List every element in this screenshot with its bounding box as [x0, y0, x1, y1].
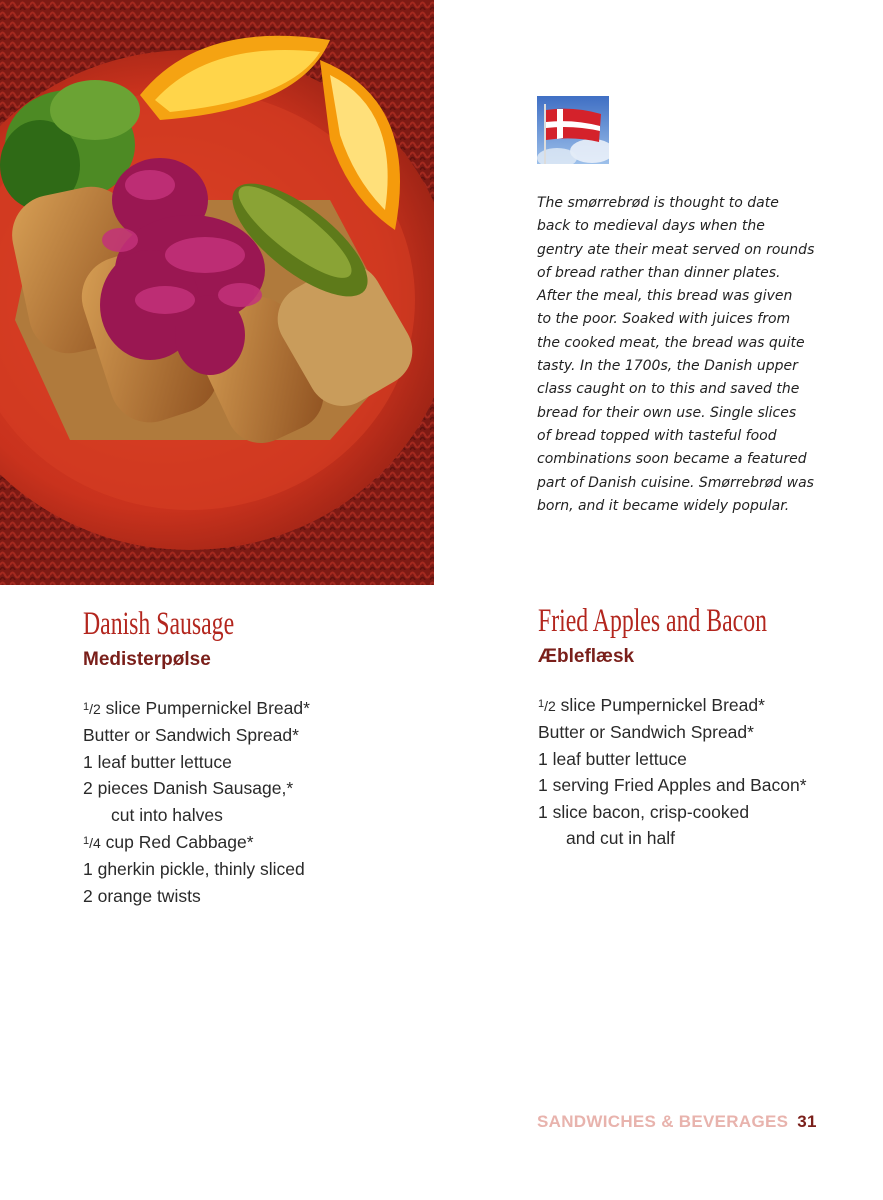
recipe-fried-apples-bacon [538, 601, 858, 851]
intro-line: of bread topped with tasteful food [537, 427, 777, 444]
fraction: $^1$/2 [538, 698, 556, 714]
fraction: $^1$/4 [83, 835, 101, 852]
ingredient-text: slice Pumpernickel Bread* [100, 698, 310, 718]
intro-line: tasty. In the 1700s, the Danish upper [537, 358, 798, 375]
intro-line: After the meal, this bread was given [537, 288, 793, 305]
ingredient-continuation: cut into halves [111, 804, 223, 825]
danish-flag-icon [537, 96, 609, 164]
intro-line: bread for their own use. Single slices [537, 404, 797, 421]
fraction-numerator: 1 [83, 835, 90, 848]
ingredient-item: 1 leaf butter lettuce [538, 748, 687, 769]
ingredient-item: 2 pieces Danish Sausage,* [83, 778, 294, 799]
intro-line: The smørrebrød is thought to date [537, 195, 779, 211]
ingredient-item: 2 orange twists [83, 885, 201, 906]
ingredient-text: slice Pumpernickel Bread* [555, 695, 765, 715]
section-name: SANDWICHES & BEVERAGES [537, 1112, 789, 1131]
page-number: 31 [797, 1112, 817, 1131]
recipe-danish-sausage [83, 604, 413, 909]
intro-line: combinations soon became a featured [537, 451, 807, 468]
ingredient-item: Butter or Sandwich Spread* [538, 722, 754, 743]
recipe-title: Danish Sausage [83, 606, 235, 642]
ingredient-item [538, 691, 858, 719]
ingredient-list [83, 694, 413, 909]
ingredient-item: Butter or Sandwich Spread* [83, 725, 299, 746]
intro-line: gentry ate their meat served on rounds [537, 241, 815, 258]
ingredient-continuation: and cut in half [566, 828, 675, 849]
ingredient-item: 1 serving Fried Apples and Bacon* [538, 775, 807, 796]
ingredient-item: 1 slice bacon, crisp-cooked [538, 801, 750, 822]
ingredient-list [538, 691, 858, 851]
recipe-title: Fried Apples and Bacon [538, 603, 767, 639]
intro-paragraph [537, 192, 829, 518]
fraction-denominator: 2 [93, 701, 101, 717]
food-photo [0, 0, 434, 585]
fraction: $^1$/2 [83, 701, 101, 717]
fraction-numerator: 1 [83, 701, 90, 713]
intro-line: part of Danish cuisine. Smørrebrød was [537, 474, 814, 491]
recipe-subtitle: Medisterpølse [83, 649, 211, 670]
intro-line: the cooked meat, the bread was quite [537, 334, 805, 351]
ingredient-item [83, 694, 413, 722]
intro-line: back to medieval days when the [537, 218, 765, 235]
ingredient-text: cup Red Cabbage* [100, 832, 254, 853]
recipe-subtitle: Æbleflæsk [538, 646, 635, 667]
intro-line: class caught on to this and saved the [537, 381, 800, 398]
intro-line: to the poor. Soaked with juices from [537, 311, 791, 328]
ingredient-item: 1 leaf butter lettuce [83, 751, 232, 772]
fraction-numerator: 1 [538, 698, 545, 710]
fraction-denominator: 4 [93, 835, 101, 852]
ingredient-item [83, 828, 413, 856]
ingredient-item: 1 gherkin pickle, thinly sliced [83, 859, 305, 880]
intro-line: born, and it became widely popular. [537, 497, 790, 514]
intro-line: of bread rather than dinner plates. [537, 264, 781, 281]
page-footer [537, 1112, 817, 1132]
fraction-denominator: 2 [548, 698, 556, 714]
